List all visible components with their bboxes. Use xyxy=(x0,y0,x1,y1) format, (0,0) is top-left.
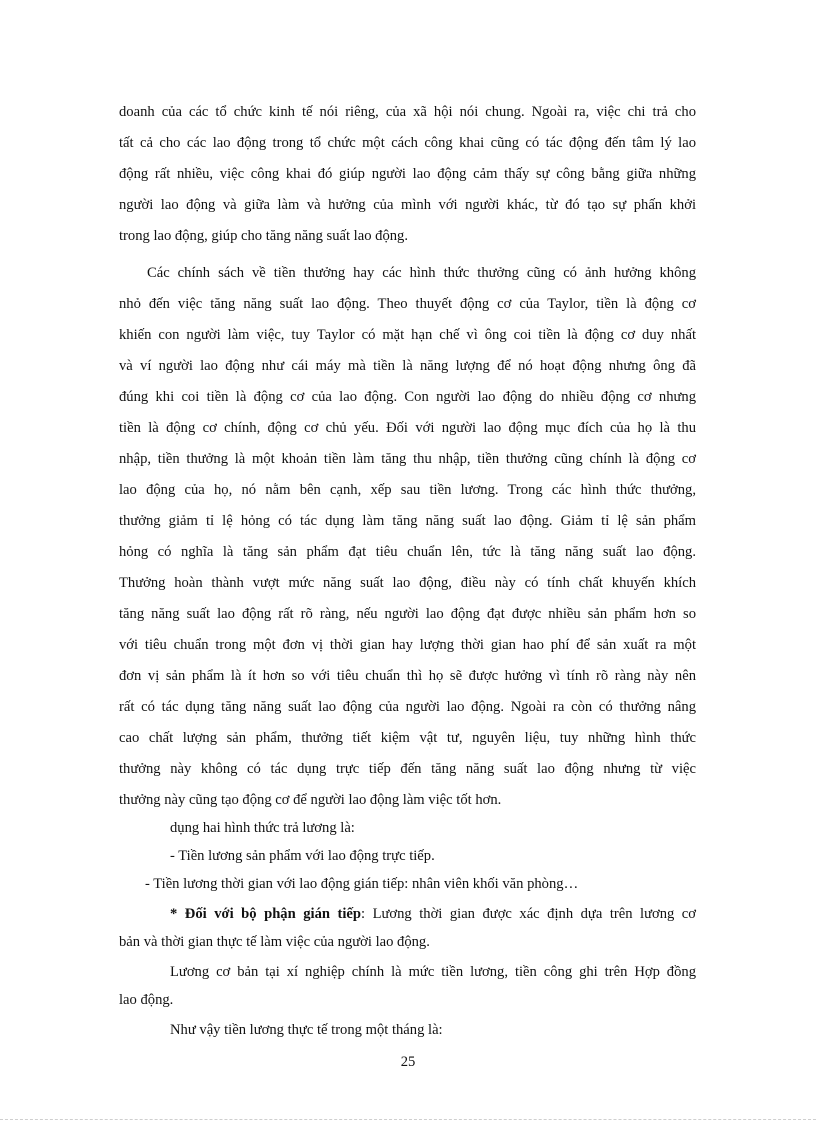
list-item: - Tiền lương thời gian với lao động gián tiếp: nhân viên khối văn phòng… xyxy=(145,876,579,892)
text-line: hỏng có nghĩa là tăng sản phẩm đạt tiêu chuẩn lên, tức là tăng năng suất lao động. xyxy=(119,544,696,560)
text-line: đúng khi coi tiền là động cơ của lao động. Con người lao động do nhiều động cơ nhưng xyxy=(119,389,696,405)
text-line: trong lao động, giúp cho tăng năng suất lao động. xyxy=(119,228,408,244)
text-line: động rất nhiều, việc công khai đó giúp người lao động cảm thấy sự công bằng giữa những xyxy=(119,166,696,182)
text-line: Như vậy tiền lương thực tế trong một tháng là: xyxy=(170,1022,443,1038)
text-line: Thưởng hoàn thành vượt mức năng suất lao động, điều này có tính chất khuyến khích xyxy=(119,575,696,591)
text-line: tiền là động cơ chính, động cơ chủ yếu. Đối với người lao động mục đích của họ là thu xyxy=(119,420,696,436)
list-item: - Tiền lương sản phẩm với lao động trực tiếp. xyxy=(170,848,435,864)
section-heading: * Đối với bộ phận gián tiếp xyxy=(170,906,362,922)
text-line: nhập, tiền thưởng là một khoản tiền làm tăng thu nhập, tiền thưởng cũng chính là động cơ xyxy=(119,451,696,467)
page-number: 25 xyxy=(400,1054,416,1070)
text-line: cao chất lượng sản phẩm, thưởng tiết kiệm vật tư, nguyên liệu, tuy những hình thức xyxy=(119,730,696,746)
text-line: đơn vị sản phẩm là ít hơn so với tiêu chuẩn thì họ sẽ được hưởng vì tính rõ ràng này nên xyxy=(119,668,696,684)
text-line: rất có tác dụng tăng năng suất lao động của người lao động. Ngoài ra còn có thưởng nâng xyxy=(119,699,696,715)
text-line: và ví người lao động như cái máy mà tiền là năng lượng để nó hoạt động nhưng ông đã xyxy=(119,358,696,374)
text-line: nhỏ đến việc tăng năng suất lao động. Theo thuyết động cơ của Taylor, tiền là động cơ xyxy=(119,296,696,312)
text-line: Lương cơ bản tại xí nghiệp chính là mức tiền lương, tiền công ghi trên Hợp đồng xyxy=(170,964,696,980)
text-line: doanh của các tổ chức kinh tế nói riêng, của xã hội nói chung. Ngoài ra, việc chi trả cho xyxy=(119,104,696,120)
text-line: dụng hai hình thức trả lương là: xyxy=(170,820,355,836)
page-bottom-divider xyxy=(0,1119,816,1120)
text-line: tất cả cho các lao động trong tổ chức một cách công khai cũng có tác động đến tâm lý lao xyxy=(119,135,696,151)
heading-continuation: : Lương thời gian được xác định dựa trên lương cơ xyxy=(361,906,696,922)
text-line: bản và thời gian thực tế làm việc của người lao động. xyxy=(119,934,430,950)
text-line xyxy=(170,906,696,923)
text-line: người lao động và giữa làm và hưởng của mình với người khác, từ đó tạo sự phấn khởi xyxy=(119,197,696,213)
text-line: thưởng này cũng tạo động cơ để người lao động làm việc tốt hơn. xyxy=(119,792,502,808)
text-line: Các chính sách về tiền thưởng hay các hình thức thưởng cũng có ảnh hưởng không xyxy=(147,265,696,281)
text-line: thưởng giảm tỉ lệ hỏng có tác dụng làm tăng năng suất lao động. Giảm tỉ lệ sản phẩm xyxy=(119,513,696,529)
text-line: với tiêu chuẩn trong một đơn vị thời gian hay lượng thời gian hao phí để sản xuất ra một xyxy=(119,637,696,653)
text-line: khiến con người làm việc, tuy Taylor có mặt hạn chế vì ông coi tiền là động cơ duy nhất xyxy=(119,327,696,343)
text-line: lao động. xyxy=(119,992,174,1008)
text-line: tăng năng suất lao động rất rõ ràng, nếu người lao động đạt được nhiều sản phẩm hơn so xyxy=(119,606,696,622)
text-line: lao động của họ, nó nằm bên cạnh, xếp sau tiền lương. Trong các hình thức thưởng, xyxy=(119,482,696,498)
text-line: thưởng này không có tác dụng trực tiếp đến tăng năng suất lao động nhưng từ việc xyxy=(119,761,696,777)
